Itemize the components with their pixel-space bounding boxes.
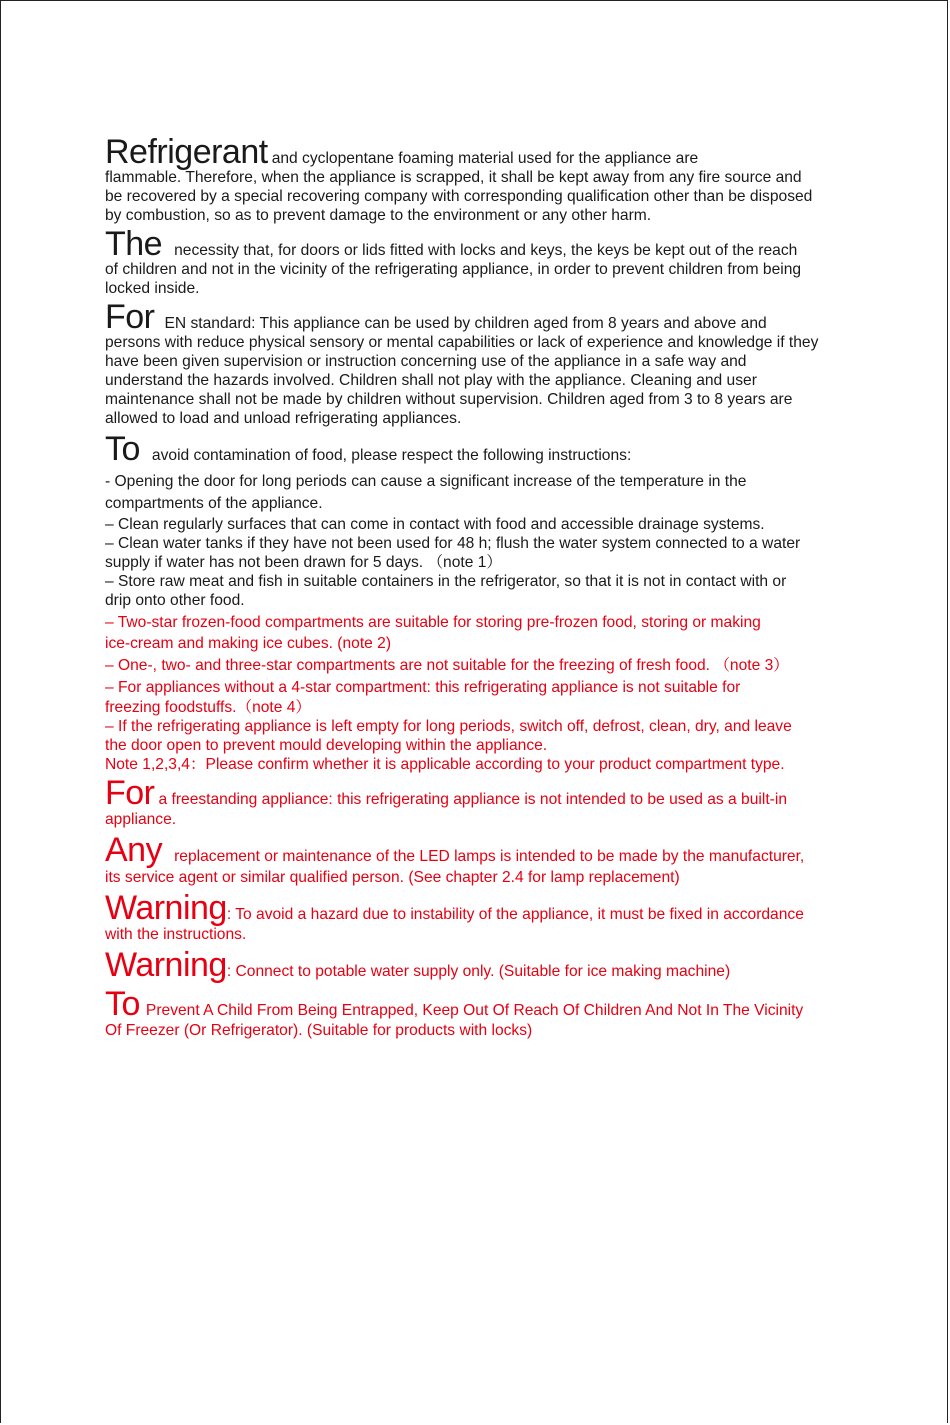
section-en-standard	[105, 298, 880, 428]
body-line: replacement or maintenance of the LED lamps is intended to be made by the manufacturer,	[174, 848, 805, 865]
body-line: be recovered by a special recovering company with corresponding qualification other than be disposed	[105, 188, 813, 205]
instruction-line: – If the refrigerating appliance is left empty for long periods, switch off, defrost, clean, dry, and leave	[105, 718, 792, 735]
body-line: Prevent A Child From Being Entrapped, Keep Out Of Reach Of Children And Not In The Vicinity	[145, 1002, 804, 1019]
section-warning-stability	[105, 889, 880, 946]
section-entrapment	[105, 985, 880, 1042]
section-refrigerant	[105, 133, 880, 225]
instruction-line: compartments of the appliance.	[105, 495, 323, 512]
lead-word: Any	[105, 831, 163, 869]
section-warning-water	[105, 946, 880, 984]
instruction-line: drip onto other food.	[105, 592, 245, 609]
instruction-list	[105, 471, 880, 610]
instruction-line: – Clean water tanks if they have not been used for 48 h; flush the water system connected to a water	[105, 535, 801, 552]
body-line: : To avoid a hazard due to instability of the appliance, it must be fixed in accordance	[226, 906, 804, 923]
lead-word: Refrigerant	[105, 133, 268, 171]
section-contamination	[105, 430, 880, 468]
body-line: Of Freezer (Or Refrigerator). (Suitable for products with locks)	[105, 1022, 533, 1039]
body-line: maintenance shall not be made by children without supervision. Children aged from 3 to 8 years are	[105, 391, 793, 408]
instruction-line: supply if water has not been drawn for 5 days. （note 1）	[105, 554, 502, 571]
lead-word: For	[105, 298, 155, 336]
lead-word: For	[105, 774, 155, 812]
lead-word: Warning	[105, 946, 227, 984]
body-line: locked inside.	[105, 280, 200, 297]
instruction-line: - Opening the door for long periods can cause a significant increase of the temperature in the	[105, 473, 747, 490]
body-line: flammable. Therefore, when the appliance is scrapped, it shall be kept away from any fire source and	[105, 169, 802, 186]
lead-word: To	[105, 430, 140, 468]
section-led-lamps	[105, 831, 880, 889]
body-line: have been given supervision or instruction concerning use of the appliance in a safe way and	[105, 353, 747, 370]
lead-word: The	[105, 225, 163, 263]
instruction-line: – For appliances without a 4-star compartment: this refrigerating appliance is not suitable for	[105, 679, 741, 696]
lead-word: To	[105, 985, 140, 1023]
body-line: and cyclopentane foaming material used for the appliance are	[271, 150, 699, 167]
body-line: with the instructions.	[105, 926, 247, 943]
body-line: persons with reduce physical sensory or mental capabilities or lack of experience and knowledge if they	[105, 334, 819, 351]
instruction-line: the door open to prevent mould developing within the appliance.	[105, 737, 548, 754]
body-line: appliance.	[105, 811, 177, 828]
body-line: : Connect to potable water supply only. (Suitable for ice making machine)	[226, 963, 731, 980]
section-freestanding	[105, 774, 880, 831]
body-line: understand the hazards involved. Children shall not play with the appliance. Cleaning and user	[105, 372, 757, 389]
instruction-line: – One-, two- and three-star compartments are not suitable for the freezing of fresh food. （note 3）	[105, 657, 789, 674]
body-line: of children and not in the vicinity of the refrigerating appliance, in order to prevent children from being	[105, 261, 802, 278]
body-line: its service agent or similar qualified person. (See chapter 2.4 for lamp replacement)	[105, 869, 680, 886]
body-line: necessity that, for doors or lids fitted with locks and keys, the keys be kept out of the reach	[174, 242, 798, 259]
instruction-list-red	[105, 612, 880, 774]
instruction-line: ice-cream and making ice cubes. (note 2)	[105, 635, 392, 652]
instruction-line: – Clean regularly surfaces that can come in contact with food and accessible drainage systems.	[105, 516, 765, 533]
instruction-line: – Two-star frozen-food compartments are suitable for storing pre-frozen food, storing or making	[105, 614, 761, 631]
body-line: EN standard: This appliance can be used by children aged from 8 years and above and	[164, 315, 767, 332]
body-line: allowed to load and unload refrigerating appliances.	[105, 410, 462, 427]
body-line: by combustion, so as to prevent damage to the environment or any other harm.	[105, 207, 652, 224]
body-line: avoid contamination of food, please respect the following instructions:	[151, 447, 632, 464]
instruction-line: – Store raw meat and fish in suitable containers in the refrigerator, so that it is not in contact with or	[105, 573, 787, 590]
body-line: a freestanding appliance: this refrigerating appliance is not intended to be used as a built-in	[158, 791, 787, 808]
safety-text	[105, 133, 880, 1042]
lead-word: Warning	[105, 889, 227, 927]
instruction-line: freezing foodstuffs.（note 4）	[105, 699, 312, 716]
section-keys	[105, 225, 880, 298]
note-line: Note 1,2,3,4：Please confirm whether it is applicable according to your product compartment type.	[105, 756, 785, 773]
